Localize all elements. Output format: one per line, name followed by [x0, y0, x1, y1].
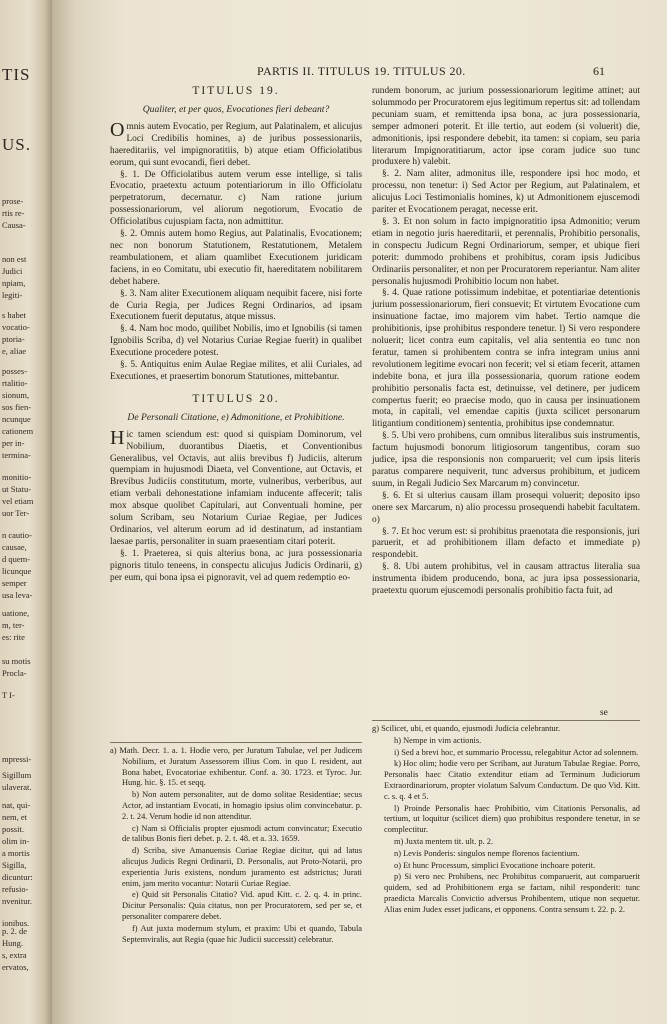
paragraph: §. 1. De Officiolatibus autem verum esse intellige, si talis Evocatio, praetextu actuum potentiariorum in illo Officiolatu perpetratorum, decernatur. c) Nam ratione jurium possessionariorum, vel aliorum negotiorum, Evocatio de Officiolatibus cujuspiam facta, non admittitur.	[110, 169, 362, 228]
margin-fragment: sionum,	[2, 390, 30, 400]
margin-fragment: prose-	[2, 196, 24, 206]
margin-fragment: dicuntur:	[2, 872, 33, 882]
margin-fragment: uatione,	[2, 608, 30, 618]
footnote: b) Non autem personaliter, aut de domo solitae Residentiae; secus Actor, ad instantiam Evocati, in homagio ipsius olim convincebatur. p. 2. t. 24. Verum hodie id non attenditur.	[122, 790, 362, 821]
footnote: c) Nam si Officialis propter ejusmodi actum convincatur; Executio de talibus Bonis fieri debet. p. 2. t. 48. et a. 33. 1659.	[122, 823, 362, 844]
margin-fragment: ervatos,	[2, 962, 29, 972]
paragraph: §. 3. Et non solum in facto impignoratitio ipsa Admonitio; verum etiam in negotio juris haereditarii, et perennalis, Prohibitio personalis, in conspectu Judicum Regni Ordinariorum, semper, et ubique fieri poterit: dummodo prohibens et prohibitus, coram ipsis Judicibus Ordinariis personaliter, et non per Procuratorem reperiantur. Nam aliter personalis hujusmodi Prohibitio locum non habet.	[372, 216, 640, 287]
margin-fragment: ionibus.	[2, 918, 30, 928]
paragraph: rundem bonorum, ac jurium possessionariorum legitime attinet; aut solummodo per Procuratorem ejus legitimum repertus sit: ad tollendam pecuniam suam, et remittenda ipsa bona, ac jura possessionaria, semper admoneri poterit. Et ille tertio, aut eodem (si voluerit) die, admonitionis, ipsi respondere debebit, ita tamen: si copiam, seu paria literarum Impignoratitiarum, actor ipse coram judice suo tunc produxere h) valebit.	[372, 86, 640, 168]
paragraph: §. 7. Et hoc verum est: si prohibitus praenotata die responsionis, juri paruerit, et ad prohibitionem illam defacto et immediate p) respondebit.	[372, 526, 640, 561]
margin-fragment: Hung.	[2, 938, 24, 948]
margin-fragment: m, ter-	[2, 620, 25, 630]
margin-fragment: su motis	[2, 656, 31, 666]
margin-fragment: ncunque	[2, 414, 31, 424]
paragraph: §. 5. Antiquitus enim Aulae Regiae milites, et alii Curiales, ad Executiones, et praesertim bonorum Statutiones, mittebantur.	[110, 360, 362, 382]
paragraph: §. 2. Nam aliter, admonitus ille, respondere ipsi hoc modo, et processu, non tenetur: i) Sed Actor per Regium, aut Palatinalem, et alicujus Loci Testimonialis homines, k) ut Admonitionem ejuscemodi pariter et Evocationem peragat, necesse erit.	[372, 169, 640, 216]
margin-fragment: mpressi-	[2, 754, 32, 764]
margin-fragment: s, extra	[2, 950, 27, 960]
margin-fragment: e, aliae	[2, 346, 27, 356]
footnote: p) Si vero nec Prohibens, nec Prohibitus comparuerit, aut comparuerit quidem, sed ad Prohibitionem erga se factam, nihil responderit: tunc praedicta Marcalis Convictio adversus Prohibentem, utique non sequetur. Alias enim Judex esset judicans, et opponens. Contra sensum t. 22. p. 2.	[384, 872, 640, 914]
margin-fragment: nem, et	[2, 812, 28, 822]
footnote: i) Sed a brevi hoc, et summario Processu, relegabitur Actor ad solennem.	[394, 747, 639, 757]
margin-fragment: licunque	[2, 566, 32, 576]
margin-fragment: n cautio-	[2, 530, 32, 540]
margin-fragment: posses-	[2, 366, 28, 376]
title-19: TITULUS 19.	[192, 85, 280, 97]
footnote: g) Scilicet, ubi, et quando, ejusmodi Judicia celebrantur.	[372, 724, 561, 733]
margin-fragment: ulaverat.	[2, 782, 32, 792]
margin-fragment: TIS	[2, 65, 31, 84]
subtitle-19: Qualiter, et per quos, Evocationes fieri debeant?	[142, 103, 330, 115]
paragraph: §. 4. Quae ratione potissimum indebitae, et potentiariae detentionis jurium possessionariorum, fieri consuevit; Et virtutem Evocatione cum insinuatione factae, imo majorem vim habet. Tertio namque die prohibitionis, ipse prohibitus respondere tenetur. l) Si vero respondere noluerit; licet contra eum capitalis, vel alia sententia eo tunc non feratur, tamen si prohibentem contra se infra integram unius anni revolutionem legitime evocari non fecerit; vel si etiam fecerit, attamen indebite bona, et jura illa possessionaria, quorum ratione eodem prohibitio personalis facta est, detinuisse, vel detinere, per judicem compertus fuerit; eo praecise modo, quo in causa per insinuationem mota, in capitali, vel emendae capitis (juxta scilicet personarum litigantium conditionem) sententia, prohibitus ipse condemnatur.	[372, 288, 640, 430]
margin-fragment: Sigilla,	[2, 860, 27, 870]
left-column	[110, 84, 362, 585]
footnotes-right	[372, 720, 640, 917]
paragraph: Hic tamen sciendum est: quod si quispiam Dominorum, vel Nobilium, duorantibus Diaetis, et Conventionibus Generalibus, vel Octavis, aut aliis brevibus f) Judiciis, alterum quempiam in hujusmodi Diaeta, vel Conventione, aut Octavis, et Brevibus Judiciis constitutum, morte, vulneribus, verberibus, aut etiam verbali dehonestatione infamiam inducente affecerit; talis mox absque quolibet Capitulari, aut Conventuali homine, per solum Scribam, seu Notarium Curiae Regiae, per Judices Ordinarios, vel alterum eorum ad id destinatum, ad instantiam laesae partis, personaliter in suam praesentiam citari poterit.	[110, 426, 362, 547]
margin-fragment: olim in-	[2, 836, 30, 846]
paragraph: Omnis autem Evocatio, per Regium, aut Palatinalem, et alicujus Loci Credibilis homines, a) de juribus possessionariis, haereditariis, vel impignoratitiis, b) atque etiam Officiolatibus eorum, qui sunt evocandi, fieri debet.	[110, 118, 362, 168]
footnote: f) Aut juxta modernum stylum, et praxim: Ubi et quando, Tabula Septemviralis, aut Regia (quae hic Judicii successit) celebratur.	[122, 923, 362, 944]
margin-fragment: nvenitur.	[2, 896, 32, 906]
subtitle-20: De Personali Citatione, e) Admonitione, et Prohibitione.	[127, 411, 345, 423]
margin-fragment: T I-	[2, 690, 15, 700]
right-column	[372, 86, 640, 598]
margin-fragment: rtalitio-	[2, 378, 28, 388]
paragraphs-20	[110, 426, 362, 585]
paragraphs-19	[110, 118, 362, 384]
footnote: o) Et hunc Processum, simplici Evocatione inchoare poterit.	[394, 860, 596, 870]
margin-fragment: sos fien-	[2, 402, 32, 412]
margin-fragment: d quem-	[2, 554, 31, 564]
book-page	[52, 0, 667, 1024]
paragraph: §. 3. Nam aliter Executionem aliquam nequibit facere, nisi forte de Curia Regia, per Judices Regni Ordinarios, ad ipsam Executionem fuerit deputatus, atque missus.	[110, 288, 362, 323]
paragraph: §. 1. Praeterea, si quis alterius bona, ac jura possessionaria pignoris titulo teneens, in conspectu alicujus Judicis Ordinarii, g) per eum, qui bona ipsa ei pignoravit, vel ad quem redemptio eo-	[110, 548, 362, 583]
margin-fragment: es: rite	[2, 632, 25, 642]
running-head: PARTIS II. TITULUS 19. TITULUS 20.	[257, 64, 466, 78]
margin-fragment: semper	[2, 578, 27, 588]
margin-fragment: refusio-	[2, 884, 29, 894]
margin-fragment: monitio-	[2, 472, 32, 482]
paragraph: §. 4. Nam hoc modo, quilibet Nobilis, imo et Ignobilis (si tamen Ignobilis Scriba, d) vel Notarius Curiae Regiae fuerit) in qualibet Executione procedere potest.	[110, 324, 362, 359]
margin-fragment: legiti-	[2, 290, 23, 300]
margin-fragment: termina-	[2, 450, 31, 460]
footnote: d) Scriba, sive Amanuensis Curiae Regiae dicitur, qui ad latus alicujus Judicis Regni Ordinarii, D. Personalis, aut Proto-Notarii, pro experientia Juris existens, nondum juramento est adstrictus; Jurati enim, jam merito vocantur: Notarii Curiae Regiae.	[122, 846, 362, 888]
footnote: k) Hoc olim; hodie vero per Scribam, aut Juratum Tabulae Regiae. Porro, Personalis haec Citatio extenditur etiam ad Terminum Judiciorum Extraordinariorum, propter violatum Salvum Conductum. De quo Vid. Kitt. c. s. q. 4 et 5.	[384, 759, 640, 801]
margin-fragment: vocatio-	[2, 322, 30, 332]
margin-fragment: Sigillum	[2, 770, 32, 780]
paragraph: §. 8. Ubi autem prohibitus, vel in causam attractus literalia sua instrumenta ibidem producendo, bona, ac jura ipsa possessionaria, praetextu quorum ejuscemodi personalis prohibitio facta fuit, ad	[372, 562, 640, 597]
margin-fragment: uor Ter-	[2, 508, 30, 518]
margin-fragment: s habet	[2, 310, 26, 320]
margin-fragment: Causa-	[2, 220, 26, 230]
paragraphs-right	[372, 86, 640, 598]
margin-fragment: p. 2. de	[2, 926, 28, 936]
margin-fragment: Procla-	[2, 668, 27, 678]
paragraph: §. 6. Et si ulterius causam illam prosequi voluerit; deposito ipso onere sex Marcarum, n) alio processu prosequendi habebit facultatem. o)	[372, 490, 640, 525]
title-20: TITULUS 20.	[192, 392, 280, 405]
margin-fragment: ptoria-	[2, 334, 25, 344]
footnote: l) Proinde Personalis haec Prohibitio, vim Citationis Personalis, ad tertium, ut loquitur (scilicet diem) quo prohibitus respondere tenetur, in se complectitur.	[384, 803, 640, 835]
margin-fragment: Judici	[2, 266, 23, 276]
margin-fragment: rtis re-	[2, 208, 25, 218]
margin-fragment: possit.	[2, 824, 24, 834]
footnote: h) Nempe in vim actionis.	[394, 735, 482, 745]
footnote: m) Juxta mentem tit. ult. p. 2.	[394, 836, 494, 846]
footnotes-left	[110, 742, 362, 946]
margin-fragment: ut Statu-	[2, 484, 32, 494]
margin-fragment: cationem	[2, 426, 34, 436]
footnote: a) Math. Decr. 1. a. 1. Hodie vero, per Juratum Tabulae, vel per Judicem Nobilium, et Juratum Assessorem illius Com. in quo I. resident, aut Bona habet, Evocatoriae exhibentur. Conf. a. 30. 1723. et Tyroc. Jur. Hung. hic. §. 15. et seqq.	[110, 746, 362, 788]
margin-fragment: vel etiam	[2, 496, 34, 506]
paragraph: §. 2. Omnis autem homo Regius, aut Palatinalis, Evocationem; nec non bonorum Statutionem, Restatutionem, Metalem reambulationem, et aliam quamlibet Executionem juridicam faciens, in eo Comitatu, ubi executio fit, haereditatem nobilitarem debet habere.	[110, 229, 362, 287]
margin-fragment: per in-	[2, 438, 25, 448]
page-number: 61	[593, 64, 605, 78]
margin-fragment: nat, qui-	[2, 800, 31, 810]
margin-fragment: npiam,	[2, 278, 26, 288]
footnote: e) Quid sit Personalis Citatio? Vid. apud Kitt. c. 2. q. 4. in princ. Dicitur Personalis: Quia citatus, non per Procuratorem, sed per se, et personaliter comparere debet.	[122, 890, 362, 921]
footnote: n) Levis Ponderis: singulos nempe florenos facientium.	[394, 848, 580, 858]
margin-fragment: causae,	[2, 542, 27, 552]
margin-fragment: US.	[2, 135, 31, 154]
paragraph: §. 5. Ubi vero prohibens, cum omnibus literalibus suis instrumentis, factum hujusmodi bonorum litigiosorum tangentibus, coram suo judice, ipsa die responsionis non comparuerit; vel cum ipsis literis paratus comparere nequiverit, tunc adversus prohibitum, et judicem suum, in Regali Judicio Sex Marcarum m) convincetur.	[372, 431, 640, 489]
margin-fragment: a mortis	[2, 848, 30, 858]
margin-fragment: usa leva-	[2, 590, 33, 600]
adjacent-page-edge	[0, 0, 52, 1024]
margin-fragment: non est	[2, 254, 27, 264]
catchword: se	[600, 708, 608, 718]
